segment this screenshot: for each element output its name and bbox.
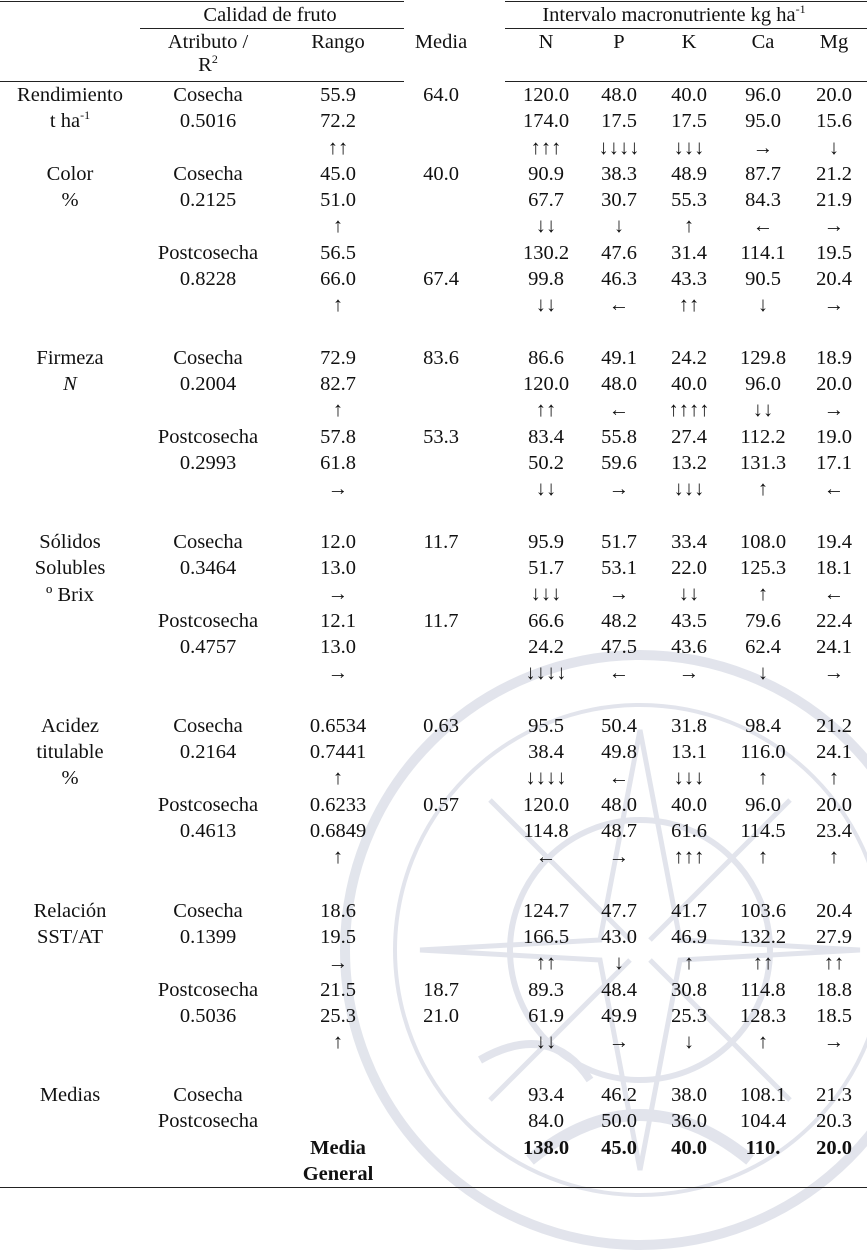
- general-mean-value: 138.0: [522, 1137, 570, 1159]
- stage-label: Postcosecha: [157, 1110, 259, 1132]
- range-arrow: ↑↑: [327, 137, 349, 159]
- range-high: 13.0: [320, 636, 356, 658]
- trend-arrow: ←: [608, 662, 630, 684]
- nutrient-value: 46.9: [671, 926, 707, 948]
- nutrient-value: 61.6: [671, 820, 707, 842]
- row-unit-text: t ha: [49, 110, 81, 132]
- trend-arrow: ↓: [613, 952, 625, 974]
- nutrient-value: 48.2: [601, 610, 637, 632]
- nutrient-value: 51.7: [601, 531, 637, 553]
- trend-arrow: ↓↓↓: [530, 583, 562, 605]
- nutrient-value: 48.9: [671, 163, 707, 185]
- nutrient-value: 24.2: [528, 636, 564, 658]
- nutrient-value: 17.5: [671, 110, 707, 132]
- row-label: titulable: [36, 741, 104, 763]
- stage-label: Postcosecha: [157, 610, 259, 632]
- nutrient-value: 20.4: [816, 900, 852, 922]
- trend-arrow: ↓↓: [535, 215, 557, 237]
- nutrient-value: 19.4: [816, 531, 852, 553]
- header-atributo: Atributo /: [167, 31, 249, 53]
- nutrient-value: 30.7: [601, 189, 637, 211]
- nutrient-value: 24.1: [816, 741, 852, 763]
- trend-arrow: →: [678, 662, 700, 684]
- header-nutrient: K: [681, 31, 697, 53]
- header-nutrient: Mg: [819, 31, 849, 53]
- range-high: 72.2: [320, 110, 356, 132]
- trend-arrow: ←: [608, 294, 630, 316]
- row-label: Relación: [33, 900, 107, 922]
- r2-value: 0.8228: [179, 268, 237, 290]
- nutrient-value: 61.9: [528, 1005, 564, 1027]
- mean-value: 21.3: [816, 1084, 852, 1106]
- trend-arrow: ←: [535, 846, 557, 868]
- trend-arrow: →: [608, 478, 630, 500]
- trend-arrow: →: [608, 583, 630, 605]
- range-arrow: →: [327, 583, 349, 605]
- nutrient-value: 86.6: [528, 347, 564, 369]
- media-value: 67.4: [423, 268, 459, 290]
- nutrient-value: 48.0: [601, 794, 637, 816]
- nutrient-value: 24.1: [816, 636, 852, 658]
- nutrient-value: 46.3: [601, 268, 637, 290]
- trend-arrow: ↑: [757, 846, 769, 868]
- range-low: 72.9: [320, 347, 356, 369]
- nutrient-value: 66.6: [528, 610, 564, 632]
- trend-arrow: ↑↑: [752, 952, 774, 974]
- nutrient-value: 50.4: [601, 715, 637, 737]
- nutrient-value: 83.4: [528, 426, 564, 448]
- trend-arrow: ↓: [683, 1031, 695, 1053]
- media-value: 83.6: [423, 347, 459, 369]
- nutrient-value: 47.5: [601, 636, 637, 658]
- nutrient-value: 114.8: [523, 820, 569, 842]
- nutrient-value: 19.0: [816, 426, 852, 448]
- nutrient-value: 47.7: [601, 900, 637, 922]
- row-label: Acidez: [40, 715, 100, 737]
- stage-label: Postcosecha: [157, 979, 259, 1001]
- trend-arrow: ↓: [613, 215, 625, 237]
- top-rule-left: [0, 1, 404, 2]
- nutrient-value: 21.2: [816, 715, 852, 737]
- nutrient-value: 59.6: [601, 452, 637, 474]
- nutrient-value: 84.3: [745, 189, 781, 211]
- mean-value: 38.0: [671, 1084, 707, 1106]
- nutrient-value: 96.0: [745, 373, 781, 395]
- header-intervalo: [542, 2, 805, 28]
- range-low: 57.8: [320, 426, 356, 448]
- mean-value: 46.2: [601, 1084, 637, 1106]
- trend-arrow: →: [823, 294, 845, 316]
- row-unit: %: [61, 767, 79, 789]
- trend-arrow: ↑↑: [823, 952, 845, 974]
- range-high: 61.8: [320, 452, 356, 474]
- range-arrow: →: [327, 952, 349, 974]
- nutrient-value: 96.0: [745, 84, 781, 106]
- trend-arrow: ←: [823, 583, 845, 605]
- media-value: 18.7: [423, 979, 459, 1001]
- stage-label: Postcosecha: [157, 426, 259, 448]
- bottom-rule: [0, 1187, 867, 1188]
- range-low: 55.9: [320, 84, 356, 106]
- media-value: 11.7: [423, 610, 459, 632]
- header-r2: [198, 52, 218, 78]
- r2-value: 0.3464: [179, 557, 237, 579]
- trend-arrow: ↑: [757, 478, 769, 500]
- media-value: 21.0: [423, 1005, 459, 1027]
- nutrient-value: 48.4: [601, 979, 637, 1001]
- trend-arrow: ←: [752, 215, 774, 237]
- trend-arrow: ↓: [757, 294, 769, 316]
- trend-arrow: ↓↓↓: [673, 478, 705, 500]
- trend-arrow: ↑↑: [535, 399, 557, 421]
- nutrient-value: 41.7: [671, 900, 707, 922]
- range-high: 0.7441: [309, 741, 367, 763]
- range-arrow: →: [327, 662, 349, 684]
- range-low: 12.0: [320, 531, 356, 553]
- nutrient-value: 98.4: [745, 715, 781, 737]
- r2-value: 0.5016: [179, 110, 237, 132]
- row-label: Sólidos: [39, 531, 101, 553]
- nutrient-value: 62.4: [745, 636, 781, 658]
- nutrient-value: 55.8: [601, 426, 637, 448]
- nutrient-value: 114.8: [740, 979, 786, 1001]
- trend-arrow: ←: [608, 399, 630, 421]
- trend-arrow: ↓↓↓↓: [598, 137, 640, 159]
- nutrient-value: 49.8: [601, 741, 637, 763]
- header-nutrient: Ca: [751, 31, 775, 53]
- nutrient-value: 21.2: [816, 163, 852, 185]
- trend-arrow: ↓↓: [678, 583, 700, 605]
- nutrient-value: 27.4: [671, 426, 707, 448]
- range-low: 45.0: [320, 163, 356, 185]
- nutrient-value: 13.2: [671, 452, 707, 474]
- row-unit: º Brix: [46, 584, 94, 606]
- nutrient-value: 55.3: [671, 189, 707, 211]
- trend-arrow: ↑↑↑: [673, 846, 705, 868]
- nutrient-value: 87.7: [745, 163, 781, 185]
- nutrient-value: 33.4: [671, 531, 707, 553]
- row-label: Color: [46, 163, 94, 185]
- nutrient-value: 125.3: [739, 557, 787, 579]
- stage-label: Cosecha: [173, 900, 243, 922]
- nutrient-value: 38.4: [528, 741, 564, 763]
- nutrient-value: 31.8: [671, 715, 707, 737]
- mean-value: 104.4: [739, 1110, 787, 1132]
- mean-value: 108.1: [739, 1084, 787, 1106]
- nutrient-value: 50.2: [528, 452, 564, 474]
- nutrient-value: 48.0: [601, 84, 637, 106]
- nutrient-value: 49.1: [601, 347, 637, 369]
- range-arrow: →: [327, 478, 349, 500]
- nutrient-value: 43.3: [671, 268, 707, 290]
- nutrient-value: 96.0: [745, 794, 781, 816]
- general-mean-label: General: [302, 1163, 374, 1185]
- trend-arrow: ↑: [757, 1031, 769, 1053]
- trend-arrow: →: [608, 1031, 630, 1053]
- mean-value: 20.3: [816, 1110, 852, 1132]
- row-label: Firmeza: [36, 347, 104, 369]
- range-low: 56.5: [320, 242, 356, 264]
- nutrient-value: 112.2: [740, 426, 786, 448]
- general-mean-value: 20.0: [816, 1137, 852, 1159]
- nutrient-value: 90.9: [528, 163, 564, 185]
- row-unit: [50, 108, 90, 134]
- nutrient-value: 129.8: [739, 347, 787, 369]
- trend-arrow: →: [823, 399, 845, 421]
- row-unit: N: [63, 373, 77, 395]
- nutrient-value: 95.5: [528, 715, 564, 737]
- r2-value: 0.5036: [179, 1005, 237, 1027]
- trend-arrow: ↓: [757, 662, 769, 684]
- nutrient-value: 174.0: [522, 110, 570, 132]
- stage-label: Postcosecha: [157, 794, 259, 816]
- range-high: 66.0: [320, 268, 356, 290]
- trend-arrow: →: [608, 846, 630, 868]
- range-high: 13.0: [320, 557, 356, 579]
- nutrient-value: 22.0: [671, 557, 707, 579]
- nutrient-value: 17.1: [816, 452, 852, 474]
- row-label: Rendimiento: [17, 84, 123, 106]
- stage-label: Cosecha: [173, 347, 243, 369]
- general-mean-label: Media: [310, 1137, 366, 1159]
- nutrient-value: 24.2: [671, 347, 707, 369]
- nutrient-value: 114.1: [740, 242, 786, 264]
- r2-value: 0.2993: [179, 452, 237, 474]
- header-calidad: Calidad de fruto: [203, 4, 337, 26]
- range-arrow: ↑: [332, 399, 344, 421]
- range-high: 0.6849: [309, 820, 367, 842]
- range-low: 12.1: [320, 610, 356, 632]
- nutrient-value: 27.9: [816, 926, 852, 948]
- trend-arrow: ↑: [683, 952, 695, 974]
- stage-label: Cosecha: [173, 1084, 243, 1106]
- nutrient-value: 166.5: [522, 926, 570, 948]
- trend-arrow: →: [823, 1031, 845, 1053]
- trend-arrow: ↓↓↓: [673, 767, 705, 789]
- r2-value: 0.2004: [179, 373, 237, 395]
- stage-label: Cosecha: [173, 531, 243, 553]
- r2-value: 0.2164: [179, 741, 237, 763]
- header-intervalo-text: Intervalo macronutriente kg ha: [542, 4, 796, 26]
- range-high: 19.5: [320, 926, 356, 948]
- nutrient-value: 48.0: [601, 373, 637, 395]
- header-nutrient: P: [613, 31, 625, 53]
- trend-arrow: ↑↑: [535, 952, 557, 974]
- nutrient-value: 120.0: [522, 84, 570, 106]
- trend-arrow: ↑↑↑: [530, 137, 562, 159]
- nutrient-value: 22.4: [816, 610, 852, 632]
- stage-label: Cosecha: [173, 715, 243, 737]
- nutrient-value: 103.6: [739, 900, 787, 922]
- nutrient-value: 47.6: [601, 242, 637, 264]
- nutrient-value: 18.5: [816, 1005, 852, 1027]
- stage-label: Cosecha: [173, 163, 243, 185]
- nutrient-value: 20.0: [816, 794, 852, 816]
- stage-label: Postcosecha: [157, 242, 259, 264]
- nutrient-value: 23.4: [816, 820, 852, 842]
- r2-value: 0.2125: [179, 189, 237, 211]
- trend-arrow: ↓↓: [752, 399, 774, 421]
- media-value: 0.57: [423, 794, 459, 816]
- r2-value: 0.1399: [179, 926, 237, 948]
- trend-arrow: ↑: [757, 767, 769, 789]
- nutrient-value: 25.3: [671, 1005, 707, 1027]
- trend-arrow: ↑: [683, 215, 695, 237]
- mean-value: 50.0: [601, 1110, 637, 1132]
- trend-arrow: ←: [608, 767, 630, 789]
- nutrient-value: 95.9: [528, 531, 564, 553]
- media-value: 53.3: [423, 426, 459, 448]
- trend-arrow: ←: [823, 478, 845, 500]
- trend-arrow: ↓: [828, 137, 840, 159]
- nutrient-value: 124.7: [522, 900, 570, 922]
- nutrient-value: 95.0: [745, 110, 781, 132]
- nutrient-value: 108.0: [739, 531, 787, 553]
- trend-arrow: ↓↓: [535, 478, 557, 500]
- nutrient-value: 130.2: [522, 242, 570, 264]
- trend-arrow: ↓↓↓↓: [525, 767, 567, 789]
- nutrient-value: 40.0: [671, 373, 707, 395]
- nutrient-value: 17.5: [601, 110, 637, 132]
- row-unit: %: [61, 189, 79, 211]
- nutrient-value: 38.3: [601, 163, 637, 185]
- nutrient-value: 116.0: [740, 741, 786, 763]
- nutrient-value: 18.1: [816, 557, 852, 579]
- nutrient-value: 120.0: [522, 794, 570, 816]
- trend-arrow: →: [752, 137, 774, 159]
- nutrient-value: 49.9: [601, 1005, 637, 1027]
- media-value: 0.63: [423, 715, 459, 737]
- general-mean-value: 45.0: [601, 1137, 637, 1159]
- range-arrow: ↑: [332, 294, 344, 316]
- range-arrow: ↑: [332, 846, 344, 868]
- range-arrow: ↑: [332, 1031, 344, 1053]
- nutrient-value: 114.5: [740, 820, 786, 842]
- row-unit-superscript: -1: [80, 108, 91, 123]
- nutrient-value: 43.6: [671, 636, 707, 658]
- range-high: 51.0: [320, 189, 356, 211]
- nutrient-value: 31.4: [671, 242, 707, 264]
- general-mean-value: 110.: [745, 1137, 781, 1159]
- row-label: SST/AT: [36, 926, 104, 948]
- nutrient-value: 43.0: [601, 926, 637, 948]
- general-mean-value: 40.0: [671, 1137, 707, 1159]
- nutrient-value: 20.0: [816, 84, 852, 106]
- nutrient-value: 89.3: [528, 979, 564, 1001]
- mean-value: 93.4: [528, 1084, 564, 1106]
- range-low: 0.6534: [309, 715, 367, 737]
- media-value: 40.0: [423, 163, 459, 185]
- nutrient-value: 51.7: [528, 557, 564, 579]
- trend-arrow: ↓↓: [535, 1031, 557, 1053]
- header-r2-superscript: 2: [211, 52, 218, 67]
- header-rango: Rango: [311, 31, 365, 53]
- nutrient-value: 30.8: [671, 979, 707, 1001]
- range-low: 21.5: [320, 979, 356, 1001]
- trend-arrow: ↑: [828, 767, 840, 789]
- nutrient-value: 13.1: [671, 741, 707, 763]
- mean-value: 36.0: [671, 1110, 707, 1132]
- nutrient-value: 120.0: [522, 373, 570, 395]
- trend-arrow: ↑↑↑↑: [668, 399, 710, 421]
- nutrient-value: 67.7: [528, 189, 564, 211]
- stage-label: Cosecha: [173, 84, 243, 106]
- nutrient-value: 128.3: [739, 1005, 787, 1027]
- nutrient-value: 20.4: [816, 268, 852, 290]
- nutrient-value: 132.2: [739, 926, 787, 948]
- trend-arrow: →: [823, 215, 845, 237]
- media-value: 11.7: [423, 531, 459, 553]
- trend-arrow: ↓↓↓: [673, 137, 705, 159]
- range-arrow: ↑: [332, 767, 344, 789]
- range-low: 18.6: [320, 900, 356, 922]
- nutrient-value: 20.0: [816, 373, 852, 395]
- nutrient-value: 79.6: [745, 610, 781, 632]
- trend-arrow: →: [823, 662, 845, 684]
- nutrient-value: 48.7: [601, 820, 637, 842]
- nutrient-value: 40.0: [671, 84, 707, 106]
- media-value: 64.0: [423, 84, 459, 106]
- nutrient-value: 21.9: [816, 189, 852, 211]
- trend-arrow: ↑↑: [678, 294, 700, 316]
- range-high: 82.7: [320, 373, 356, 395]
- nutrient-value: 18.9: [816, 347, 852, 369]
- nutrient-value: 18.8: [816, 979, 852, 1001]
- mean-value: 84.0: [528, 1110, 564, 1132]
- nutrient-value: 19.5: [816, 242, 852, 264]
- header-nutrient: N: [538, 31, 554, 53]
- row-label: Solubles: [34, 557, 106, 579]
- trend-arrow: ↓↓↓↓: [525, 662, 567, 684]
- header-intervalo-superscript: -1: [795, 2, 806, 17]
- r2-value: 0.4757: [179, 636, 237, 658]
- range-arrow: ↑: [332, 215, 344, 237]
- trend-arrow: ↑: [828, 846, 840, 868]
- r2-value: 0.4613: [179, 820, 237, 842]
- row-label: Medias: [39, 1084, 101, 1106]
- nutrient-value: 15.6: [816, 110, 852, 132]
- header-r2-text: R: [198, 54, 212, 76]
- nutrient-value: 43.5: [671, 610, 707, 632]
- range-high: 25.3: [320, 1005, 356, 1027]
- nutrient-value: 90.5: [745, 268, 781, 290]
- nutrient-value: 99.8: [528, 268, 564, 290]
- trend-arrow: ↑: [757, 583, 769, 605]
- trend-arrow: ↓↓: [535, 294, 557, 316]
- nutrient-value: 40.0: [671, 794, 707, 816]
- header-media: Media: [414, 31, 468, 53]
- range-low: 0.6233: [309, 794, 367, 816]
- nutrient-value: 53.1: [601, 557, 637, 579]
- nutrient-value: 131.3: [739, 452, 787, 474]
